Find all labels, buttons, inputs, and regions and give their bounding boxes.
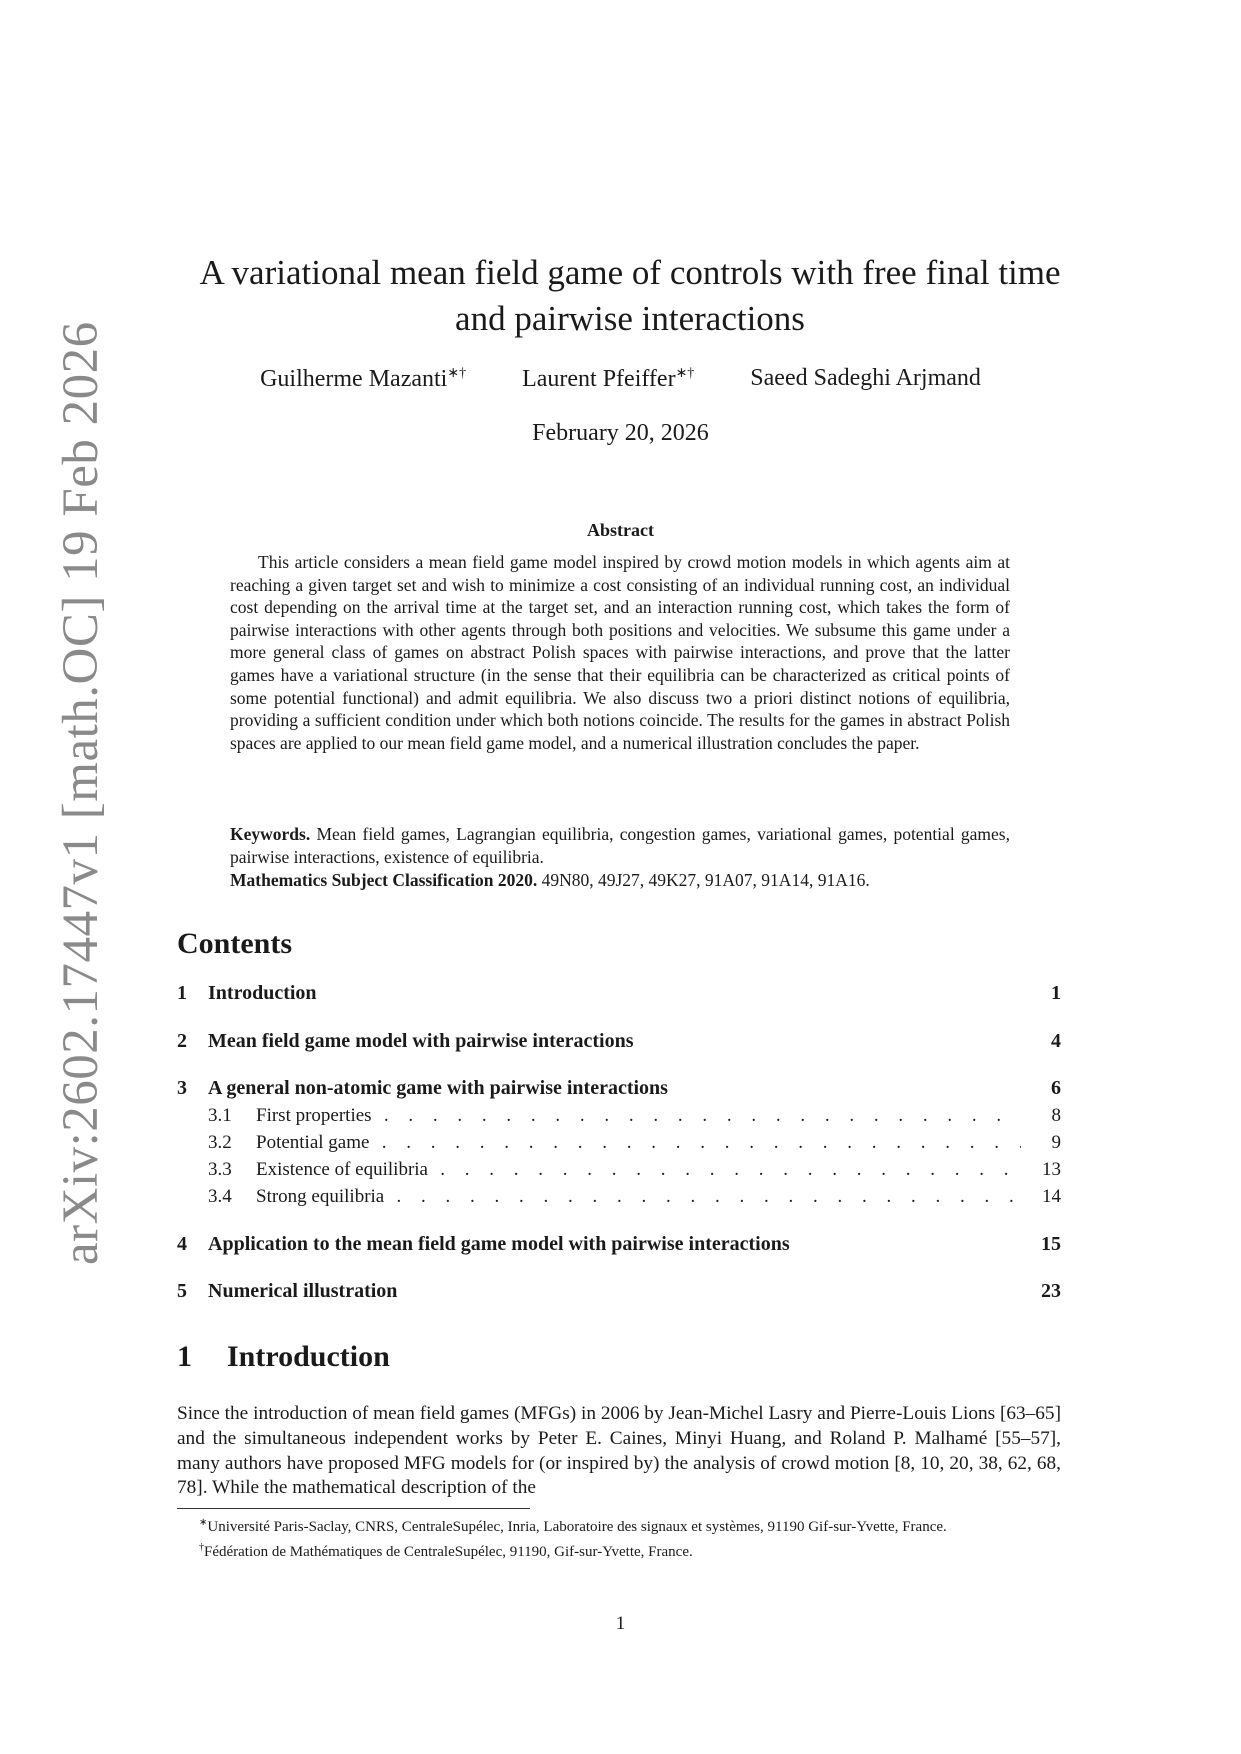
toc-subentry[interactable]: 3.4 Strong equilibria . . . 14 <box>177 1186 1061 1208</box>
publication-date: February 20, 2026 <box>532 420 709 446</box>
author: Saeed Sadeghi Arjmand <box>750 365 981 391</box>
affiliation-mark: ∗† <box>675 366 695 381</box>
toc-entry[interactable]: 5 Numerical illustration 23 <box>177 1280 1061 1302</box>
keywords-label: Keywords. <box>230 824 311 844</box>
title-line-1: A variational mean field game of controls with free final time <box>199 253 1061 292</box>
toc-subentry[interactable]: 3.1 First properties . . . 8 <box>177 1105 1061 1127</box>
footnotes <box>177 1513 1061 1562</box>
toc-entry[interactable]: 2 Mean field game model with pairwise interactions 4 <box>177 1030 1061 1052</box>
author-list <box>0 365 1241 393</box>
contents-heading: Contents <box>177 927 293 960</box>
toc-entry[interactable]: 1 Introduction 1 <box>177 982 1061 1004</box>
toc-subentry[interactable]: 3.2 Potential game . . . 9 <box>177 1132 1061 1154</box>
footnote: †Fédération de Mathématiques de CentraleSupélec, 91190, Gif-sur-Yvette, France. <box>199 1541 693 1560</box>
footnote-divider <box>177 1508 530 1509</box>
affiliation-mark: ∗† <box>447 366 467 381</box>
page-number: 1 <box>615 1613 626 1634</box>
introduction-text: Since the introduction of mean field games (MFGs) in 2006 by Jean-Michel Lasry and Pierre-Louis Lions [63–65] and the simultaneous independent works by Peter E. Caines, Minyi Huang, and Roland P. Malhamé [55–57], many authors have proposed MFG models for (or inspired by) the analysis of crowd motion [8, 10, 20, 38, 62, 68, 78]. While the mathematical description of the <box>177 1403 1061 1499</box>
paper-title <box>170 250 1090 342</box>
author: Guilherme Mazanti∗† <box>260 366 467 392</box>
keywords-text: Mean field games, Lagrangian equilibria, congestion games, variational games, potential games, pairwise interactions, existence of equilibria. <box>230 824 1010 867</box>
msc-label: Mathematics Subject Classification 2020. <box>230 870 538 890</box>
abstract-text: This article considers a mean field game model inspired by crowd motion models in which agents aim at reaching a given target set and wish to minimize a cost consisting of an individual running cost, an individual cost depending on the arrival time at the target set, and an interaction running cost, which takes the form of pairwise interactions with other agents through both positions and velocities. We subsume this game under a more general class of games on abstract Polish spaces with pairwise interactions, and prove that the latter games have a variational structure (in the sense that their equilibria can be characterized as critical points of some potential functional) and admit equilibria. We also discuss two a priori distinct notions of equilibria, providing a sufficient condition under which both notions coincide. The results for the games in abstract Polish spaces are applied to our mean field game model, and a numerical illustration concludes the paper. <box>230 552 1010 753</box>
footnote: ∗Université Paris-Saclay, CNRS, CentraleSupélec, Inria, Laboratoire des signaux et systèmes, 91190 Gif-sur-Yvette, France. <box>199 1517 947 1535</box>
toc-entry[interactable]: 4 Application to the mean field game model with pairwise interactions 15 <box>177 1233 1061 1255</box>
arxiv-identifier-stamp: arXiv:2602.17447v1 [math.OC] 19 Feb 2026 <box>53 321 109 1265</box>
keywords <box>230 823 1010 868</box>
msc-text: 49N80, 49J27, 49K27, 91A07, 91A14, 91A16. <box>541 870 870 890</box>
msc-classification <box>230 869 1010 892</box>
toc-subentry[interactable]: 3.3 Existence of equilibria . . . 13 <box>177 1159 1061 1181</box>
toc-entry[interactable]: 3 A general non-atomic game with pairwise interactions 6 <box>177 1077 1061 1099</box>
title-line-2: and pairwise interactions <box>455 299 805 338</box>
abstract-heading: Abstract <box>587 520 654 540</box>
section-heading-introduction: 1 Introduction <box>177 1340 390 1373</box>
author: Laurent Pfeiffer∗† <box>522 366 695 392</box>
